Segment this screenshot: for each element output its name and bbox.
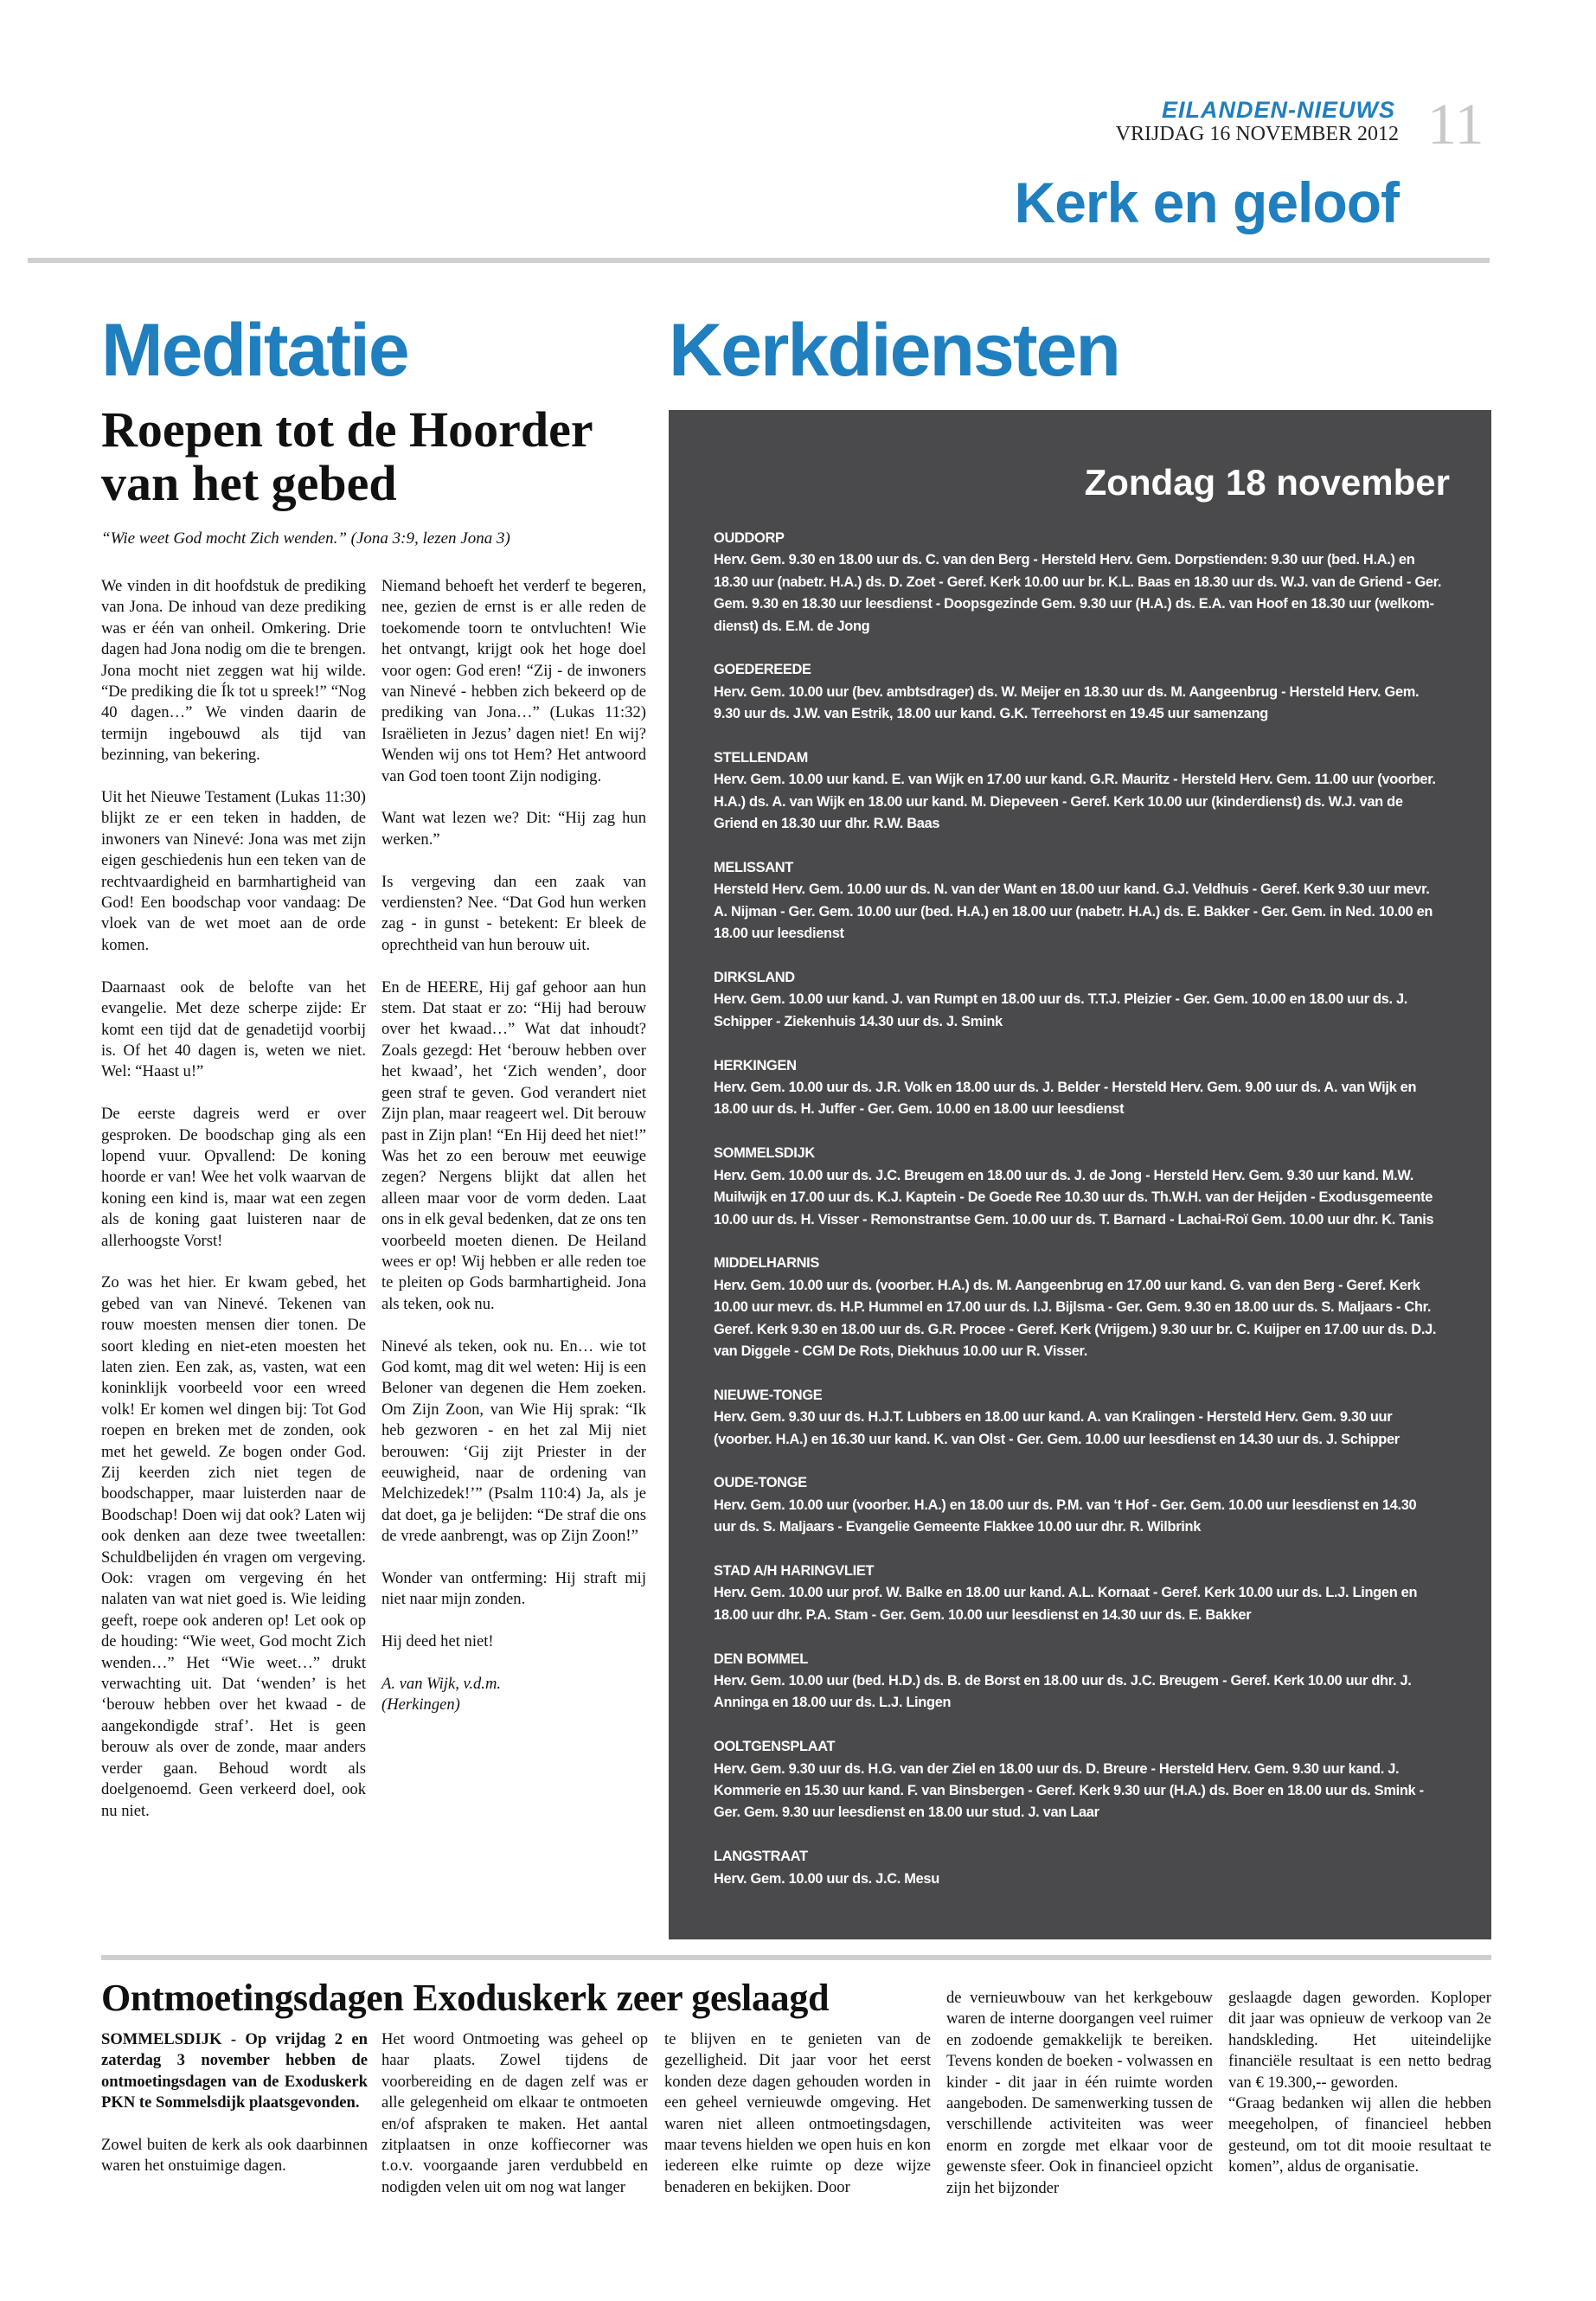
location-services: Herv. Gem. 10.00 uur prof. W. Balke en 18.00 uur kand. A.L. Kornaat - Geref. Kerk 10.00 uur ds. L.J. Lingen en 18.00 uur dhr. P.A. Stam - Ger. Gem. 10.00 uur leesdienst en 14.30 uur ds. E. Bakker — [714, 1585, 1418, 1623]
location-name: DIRKSLAND — [714, 970, 795, 986]
service-location — [714, 1472, 1442, 1538]
paragraph: Wonder van ontferming: Hij straft mij niet naar mijn zonden. — [381, 1569, 646, 1609]
location-services: Herv. Gem. 10.00 uur kand. J. van Rumpt en 18.00 uur ds. T.T.J. Pleizier - Ger. Gem. 10.00 en 18.00 uur ds. J. Schipper - Ziekenhuis 14.30 uur ds. J. Smink — [714, 991, 1408, 1029]
location-name: HERKINGEN — [714, 1057, 797, 1074]
top-divider — [28, 258, 1490, 263]
location-name: STAD A/H HARINGVLIET — [714, 1562, 875, 1579]
paragraph: Daarnaast ook de belofte van het evangelie. Met deze scherpe zijde: Er komt een tijd dat de genadetijd voorbij is. Of het 40 dagen is, weten we niet. Wel: “Haast u!” — [101, 977, 366, 1081]
service-location — [714, 1385, 1442, 1451]
location-name: STELLENDAM — [714, 750, 808, 766]
service-location — [714, 1055, 1442, 1121]
location-name: GOEDEREEDE — [714, 662, 811, 678]
location-services: Herv. Gem. 10.00 uur (bev. ambtsdrager) ds. W. Meijer en 18.30 uur ds. M. Aangeenbrug - Hersteld Herv. Gem. 9.30 uur ds. J.W. van Estrik, 18.00 uur kand. G.K. Terreehorst en 19.45 uur samenzang — [714, 683, 1420, 722]
paragraph: te blijven en te genieten van de gezelligheid. Dit jaar voor het eerst konden deze dagen gehouden worden in een geheel vernieuwde omgeving. Het waren niet alleen ontmoetingsdagen, maar tevens hielden we open huis en kon iedereen elke ruimte op deze wijze benaderen en bekijken. Door — [664, 2030, 931, 2196]
service-location — [714, 1143, 1442, 1231]
service-location — [714, 1846, 1442, 1890]
paragraph: geslaagde dagen geworden. Koploper dit jaar was opnieuw de verkoop van 2e handskleding. Het uiteindelijke financiële resultaat is een netto bedrag van € 19.300,-- geworden. — [1228, 1989, 1491, 2092]
paragraph: De eerste dagreis werd er over gesproken. De boodschap ging als een lopend vuur. Opvallend: De koning hoorde er van! Wee het volk waarvan de koning een kind is, maar wat een zegen als de koning gaat luisteren naar de allerhoogste Vorst! — [101, 1105, 366, 1250]
location-name: OOLTGENSPLAAT — [714, 1739, 836, 1755]
meditatie-title: Roepen tot de Hoorder van het gebed — [101, 401, 593, 511]
paragraph: “Graag bedanken wij allen die hebben meegeholpen, of financieel hebben gesteund, om tot dit mooie resultaat te komen”, aldus de organisatie. — [1228, 2094, 1491, 2176]
location-services: Herv. Gem. 10.00 uur ds. (voorber. H.A.) ds. M. Aangeenbrug en 17.00 uur kand. G. van den Berg - Geref. Kerk 10.00 uur mevr. ds. H.P. Hummel en 17.00 uur ds. I.J. Bijlsma - Ger. Gem. 9.30 en 18.00 uur ds. S. Maljaars - Chr. Geref. Kerk 9.30 en 18.00 uur ds. G.R. Procee - Geref. Kerk (Vrijgem.) 9.30 uur br. C. Kuijper en 17.00 uur ds. D.J. van Diggele - CGM De Rots, Diekhuus 10.00 uur R. Visser. — [714, 1277, 1437, 1359]
section-title: Kerk en geloof — [1014, 170, 1399, 234]
location-services: Herv. Gem. 10.00 uur kand. E. van Wijk en 17.00 uur kand. G.R. Mauritz - Hersteld Herv. Gem. 11.00 uur (voorber. H.A.) ds. A. van Wijk en 18.00 uur kand. M. Diepeveen - Geref. Kerk 10.00 uur (kinderdienst) ds. W.J. van de Griend en 18.30 uur dhr. R.W. Baas — [714, 772, 1436, 832]
dateline: VRIJDAG 16 NOVEMBER 2012 — [1115, 123, 1399, 145]
article-column-5 — [1228, 1988, 1491, 2199]
service-location — [714, 659, 1442, 725]
location-name: MIDDELHARNIS — [714, 1255, 820, 1272]
paragraph: We vinden in dit hoofdstuk de prediking van Jona. De inhoud van deze prediking was er één van onheil. Omkering. Drie dagen had Jona nodig om die te brengen. Jona mocht niet zeggen wat hij wilde. “De prediking die Ík tot u spreek!” “Nog 40 dagen…” We vinden daarin de termijn ingebouwd als tijd van bezinning, van bekering. — [101, 577, 366, 765]
location-services: Herv. Gem. 10.00 uur ds. J.R. Volk en 18.00 uur ds. J. Belder - Hersteld Herv. Gem. 9.00 uur ds. A. van Wijk en 18.00 uur ds. H. Juffer - Ger. Gem. 10.00 en 18.00 uur leesdienst — [714, 1080, 1417, 1118]
author-place: (Herkingen) — [381, 1695, 460, 1715]
kerkdiensten-heading: Kerkdiensten — [669, 309, 1119, 392]
location-name: DEN BOMMEL — [714, 1650, 808, 1667]
location-services: Herv. Gem. 10.00 uur ds. J.C. Breugem en 18.00 uur ds. J. de Jong - Hersteld Herv. Gem. 9.30 uur kand. M.W. Muilwijk en 17.00 uur ds. K.J. Kaptein - De Goede Ree 10.30 uur ds. Th.W.H. van der Heijden - Exodusgemeente 10.00 uur ds. H. Visser - Remonstrantse Gem. 10.00 uur ds. T. Barnard - Lachai-Roï Gem. 10.00 uur dhr. K. Tanis — [714, 1167, 1434, 1227]
service-location — [714, 528, 1442, 638]
service-location — [714, 747, 1442, 836]
service-location — [714, 1253, 1442, 1362]
service-location — [714, 1649, 1442, 1715]
service-location — [714, 1561, 1442, 1626]
service-location — [714, 857, 1442, 945]
newspaper-logo: EILANDEN-NIEUWS — [1162, 97, 1395, 123]
page-number: 11 — [1427, 91, 1484, 157]
meditatie-heading: Meditatie — [101, 309, 408, 392]
meditatie-column-1 — [101, 576, 366, 1843]
location-name: OUDE-TONGE — [714, 1475, 807, 1491]
meditatie-column-2 — [381, 576, 646, 1716]
location-services: Herv. Gem. 10.00 uur ds. J.C. Mesu — [714, 1870, 939, 1887]
article-title: Ontmoetingsdagen Exoduskerk zeer geslaagd — [101, 1977, 830, 2019]
paragraph: Is vergeving dan een zaak van verdiensten? Nee. “Dat God hun werken zag - in gunst - betekent: Er bleek de oprechtheid van hun berouw uit. — [381, 872, 646, 954]
article-column-1 — [101, 2029, 368, 2198]
location-name: MELISSANT — [714, 860, 794, 876]
location-name: OUDDORP — [714, 530, 785, 546]
paragraph: Uit het Nieuwe Testament (Lukas 11:30) blijkt ze er een teken in hadden, de inwoners van Ninevé: Jona was met zijn eigen geschiedenis hun een teken van de rechtvaardigheid en barmhartigheid van God! Een boodschap voor vandaag: De vloek van de wet moet aan de orde komen. — [101, 788, 366, 954]
bottom-divider — [101, 1955, 1491, 1960]
location-services: Herv. Gem. 10.00 uur (bed. H.D.) ds. B. de Borst en 18.00 uur ds. J.C. Breugem - Geref. Kerk 10.00 uur dhr. J. Anninga en 18.00 uur ds. L.J. Lingen — [714, 1672, 1412, 1711]
paragraph: Zowel buiten de kerk als ook daarbinnen waren het onstuimige dagen. — [101, 2136, 368, 2176]
location-name: LANGSTRAAT — [714, 1849, 808, 1865]
article-column-3 — [664, 2029, 931, 2220]
article-column-2 — [381, 2029, 648, 2220]
article-lead: SOMMELSDIJK - Op vrijdag 2 en zaterdag 3 november hebben de ontmoetingsdagen van de Exoduskerk PKN te Sommelsdijk plaatsgevonden. — [101, 2030, 368, 2112]
location-services: Hersteld Herv. Gem. 10.00 uur ds. N. van der Want en 18.00 uur kand. G.J. Veldhuis - Geref. Kerk 9.30 uur mevr. A. Nijman - Ger. Gem. 10.00 uur (bed. H.A.) en 18.00 uur (nabetr. H.A.) ds. E. Bakker - Ger. Gem. in Ned. 10.00 en 18.00 uur leesdienst — [714, 881, 1433, 942]
location-services: Herv. Gem. 9.30 en 18.00 uur ds. C. van den Berg - Hersteld Herv. Gem. Dorpstienden: 9.30 uur (bed. H.A.) en 18.30 uur (nabetr. H.A.) ds. D. Zoet - Geref. Kerk 10.00 uur br. K.L. Baas en 18.30 uur ds. W.J. van de Griend - Ger. Gem. 9.30 en 18.30 uur leesdienst - Doopsgezinde Gem. 9.30 uur (H.A.) ds. E.A. van Hoof en 18.30 uur (welkom-dienst) ds. E.M. de Jong — [714, 552, 1442, 634]
kerkdiensten-box — [669, 410, 1491, 1939]
paragraph: Want wat lezen we? Dit: “Hij zag hun werken.” — [381, 809, 646, 849]
paragraph: de vernieuwbouw van het kerkgebouw waren de interne doorgangen veel ruimer en zodoende gemakkelijk te bereiken. Tevens konden de boeken - volwassen en kinder - dit jaar in één ruimte worden aangeboden. De samenwerking tussen de verschillende activiteiten was weer enorm en zorgde met elkaar voor de gewenste sfeer. Ook in financieel opzicht zijn het bijzonder — [946, 1989, 1213, 2197]
location-services: Herv. Gem. 10.00 uur (voorber. H.A.) en 18.00 uur ds. P.M. van ‘t Hof - Ger. Gem. 10.00 uur leesdienst en 14.30 uur ds. S. Maljaars - Evangelie Gemeente Flakkee 10.00 uur dhr. R. Wilbrink — [714, 1497, 1417, 1535]
author-signature: A. van Wijk, v.d.m. — [381, 1675, 502, 1694]
location-name: SOMMELSDIJK — [714, 1145, 815, 1162]
service-list — [714, 528, 1442, 1912]
location-name: NIEUWE-TONGE — [714, 1387, 823, 1403]
article-column-4 — [946, 1988, 1213, 2220]
location-services: Herv. Gem. 9.30 uur ds. H.G. van der Ziel en 18.00 uur ds. D. Breure - Hersteld Herv. Gem. 9.30 uur kand. J. Kommerie en 15.30 uur kand. F. van Binsbergen - Geref. Kerk 9.30 uur (H.A.) ds. Boer en 18.00 uur ds. Smink - Ger. Gem. 9.30 uur leesdienst en 18.00 uur stud. J. van Laar — [714, 1760, 1424, 1821]
location-services: Herv. Gem. 9.30 uur ds. H.J.T. Lubbers en 18.00 uur kand. A. van Kralingen - Hersteld Herv. Gem. 9.30 uur (voorber. H.A.) en 16.30 uur kand. K. van Olst - Ger. Gem. 10.00 uur leesdienst en 14.30 uur ds. J. Schipper — [714, 1409, 1400, 1447]
service-location — [714, 967, 1442, 1033]
paragraph: En de HEERE, Hij gaf gehoor aan hun stem. Dat staat er zo: “Hij had berouw over het kwaad…” Wat dat inhoudt? Zoals gezegd: Het ‘berouw hebben over het kwaad’, het ‘Zich wenden’, door geen straf te geven. God verandert niet Zijn plan, maar reageert wel. Dit berouw past in Zijn plan! “En Hij deed het niet!” Was het zo een berouw met eeuwige zegen? Nergens blijkt dat allen het alleen maar voor de vorm deden. Laat ons in elk geval bedenken, dat ze ons ten voorbeeld moeten dienen. De Heiland wees er op! Wij hebben er alle reden toe te pleiten op Gods barmhartigheid. Jona als teken, ook nu. — [381, 977, 646, 1313]
service-date: Zondag 18 november — [1084, 462, 1450, 503]
paragraph: Het woord Ontmoeting was geheel op haar plaats. Zowel tijdens de voorbereiding en de dagen zelf was er alle gelegenheid om elkaar te ontmoeten en/of afspraken te maken. Het aantal zitplaatsen in onze koffiecorner was t.o.v. voorgaande jaren verdubbeld en nodigden velen uit om nog wat langer — [381, 2030, 648, 2196]
paragraph: Ninevé als teken, ook nu. En… wie tot God komt, mag dit wel weten: Hij is een Beloner van degenen die Hem zoeken. Om Zijn Zoon, van Wie Hij sprak: “Ik heb gezworen - en het zal Mij niet berouwen: ‘Gij zijt Priester in der eeuwigheid, naar de ordening van Melchizedek!’” (Psalm 110:4) Ja, als je dat doet, ga je belijden: “De straf die ons de vrede aanbrengt, was op Zijn Zoon!” — [381, 1336, 646, 1546]
paragraph: Zo was het hier. Er kwam gebed, het gebed van van Ninevé. Tekenen van rouw moesten mensen dier tonen. De soort kleding en niet-eten moesten het laten zien. Een zak, as, vasten, wat een koninklijk voorbeeld voor een wreed volk! Er komen wel dingen bij: Tot God roepen en breken met de zonden, ook met het geweld. Ze bogen onder God. Zij keerden zich niet tegen de boodschapper, maar luisterden naar de Boodschap! Doen wij dat ook? Laten wij ook denken aan deze twee tweetallen: Schuldbelijden én vragen om vergeving. Ook: vragen om vergeving én het nalaten van wat niet goed is. Wie leiding geeft, roepe ook anderen op! Let ook op de houding: “Wie weet, God mocht Zich wenden…” Het “Wie weet…” drukt verwachting uit. Dat ‘wenden’ is het ‘berouw hebben over het kwaad - de aangekondigde straf’. Het is geen berouw als over de zonde, maar anders verder gaan. Behoud wordt als doelgenoemd. Geen verkeerd doel, ook nu niet. — [101, 1273, 366, 1820]
meditatie-quote: “Wie weet God mocht Zich wenden.” (Jona 3:9, lezen Jona 3) — [101, 529, 510, 548]
paragraph: Hij deed het niet! — [381, 1632, 494, 1651]
paragraph: Niemand behoeft het verderf te begeren, nee, gezien de ernst is er alle reden de toekomende toorn te ontvluchten! Wie het ontvangt, krijgt ook het hoge doel voor ogen: God eren! “Zij - de inwoners van Ninevé - hebben zich bekeerd op de prediking van Jona…” (Lukas 11:32) Israëlieten in Jezus’ dagen niet! En wij? Wenden wij ons tot Hem? Het antwoord van God toen toont Zijn nodiging. — [381, 577, 646, 785]
service-location — [714, 1736, 1442, 1824]
